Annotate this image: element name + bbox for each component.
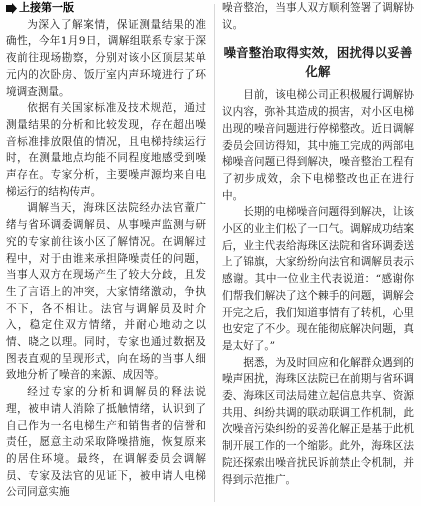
article-paragraph: 依据有关国家标准及技术规范，通过测量结果的分析和比较发现，存在超出噪音标准排放限值的情况，且电梯持续运行时，在测量地点均能不同程度地感受到噪声存在。专家分析，主要噪声源均来自电梯运行的结构传声。 <box>6 102 206 198</box>
article-paragraph: 调解当天，海珠区法院经办法官蕫广绪与省环调委调解员、从事噪声监测与研究的专家前往该小区了解情况。在调解过程中，对于由谁来承担降噪责任的问题，当事人双方在现场产生了较大分歧，且发生了言语上的冲突，大家情绪激动，争执不下，各不相让。法官与调解员及时介入，稳定住双方情绪，并耐心地动之以情、晓之以理。同时，专家也通过数据及图表直观的呈现形式，向在场的当事人细致地分析了噪音的来源、成因等。 <box>6 202 206 382</box>
article-paragraph: 据悉，为及时回应和化解群众遇到的噪声困扰，海珠区法院已在前期与省环调委、海珠区司法局建立起信息共享、资源共用、纠纷共调的联动联调工作机制，此次噪音污染纠纷的妥善化解正是基于此机制开展工作的一个缩影。此外，海珠区法院还探索出噪音扰民诉前禁止令机制，并得到示范推广。 <box>222 356 414 486</box>
article-paragraph-continued: 噪音整治，当事人双方顺利签署了调解协议。 <box>222 2 414 31</box>
article-paragraph: 经过专家的分析和调解员的释法说理，被申请人消除了抵触情绪，认识到了自己作为一名电梯生产和销售者的信誉和责任，愿意主动采取降噪措施，恢复原来的居住环境。最终，在调解委员会调解员、专家及法官的见证下，被申请人电梯公司同意实施 <box>6 386 206 499</box>
arrow-icon <box>6 3 17 14</box>
left-column <box>6 0 206 506</box>
section-subheading: 噪音整治取得实效，困扰得以妥善化解 <box>223 45 413 80</box>
article-paragraph: 为深入了解案情，保证测量结果的准确性，今年1月9日，调解组联系专家于深夜前往现场勘察，分别对该小区顶层某单元内的次卧房、饭厅室内声环境进行了环境调查测量。 <box>6 18 206 98</box>
continued-label: 上接第一版 <box>19 1 74 14</box>
continued-from-page-one <box>6 0 206 17</box>
article-paragraph: 目前，该电梯公司正积极履行调解协议内容，弥补其造成的损害，对小区电梯出现的噪音问题进行停梯整改。近日调解委员会回访得知，其中施工完成的两部电梯噪音问题已得到解决，噪音整治工程有了初步成效，余下电梯整改也正在进行中。 <box>222 89 414 202</box>
article-paragraph: 长期的电梯噪音问题得到解决，让该小区的业主们松了一口气。调解成功结案后，业主代表给海珠区法院和省环调委送上了锦旗，大家纷纷向法官和调解员表示感谢。其中一位业主代表说道：“感谢你们帮我们解决了这个棘手的问题，调解会开完之后，我们知道事情有了转机，心里也安定了不少。现在能彻底解决问题，真是太好了。” <box>222 206 414 352</box>
column-divider <box>214 4 215 502</box>
right-column <box>222 0 414 506</box>
